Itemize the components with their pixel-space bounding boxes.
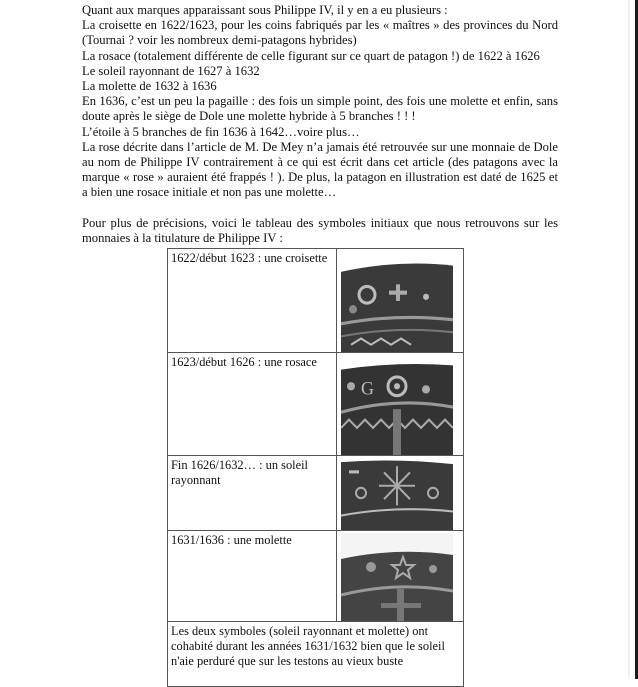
etoile-line: L’étoile à 5 branches de fin 1636 à 1642…voire plus… <box>82 124 360 139</box>
row-label: 1631/1636 : une molette <box>168 531 337 622</box>
coin-molette-photo <box>341 533 453 621</box>
coin-rosace-photo <box>341 355 453 455</box>
table-row <box>168 353 464 456</box>
table-note: Les deux symboles (soleil rayonnant et molette) ont cohabité durant les années 1631/1632 bien que le soleil n'aie perduré que sur les testons au vieux buste <box>168 622 464 687</box>
coin-soleil-photo <box>341 458 453 530</box>
symbols-table <box>167 248 464 687</box>
pagaille-paragraph: En 1636, c’est un peu la pagaille : des fois un simple point, des fois une molette et enfin, sans doute après le siège de Dole une molette hybride à 5 branches ! ! ! <box>82 94 558 124</box>
table-intro-paragraph: Pour plus de précisions, voici le tableau des symboles initiaux que nous retrouvons sur les monnaies à la titulature de Philippe IV : <box>82 215 558 245</box>
image-cell <box>337 456 464 531</box>
rosace-line: La rosace (totalement différente de celle figurant sur ce quart de patagon !) de 1622 à 1626 <box>82 48 540 63</box>
row-label: Fin 1626/1632… : un soleil rayonnant <box>168 456 337 531</box>
table-row <box>168 622 464 687</box>
table-row <box>168 456 464 531</box>
table-row <box>168 249 464 353</box>
image-cell <box>337 249 464 353</box>
row-label: 1623/début 1626 : une rosace <box>168 353 337 456</box>
svg-text:G: G <box>361 378 375 399</box>
page-edge-shade <box>628 0 630 679</box>
table-row <box>168 531 464 622</box>
coin-croisette-photo <box>341 251 453 352</box>
document-body <box>82 3 558 246</box>
molette-line: La molette de 1632 à 1636 <box>82 79 217 94</box>
intro-line: Quant aux marques apparaissant sous Philippe IV, il y en a eu plusieurs : <box>82 3 448 17</box>
rose-paragraph: La rose décrite dans l’article de M. De Mey n’a jamais été retrouvée sur une monnaie de Dole au nom de Philippe IV contrairement à ce qui est écrit dans cet article (des patagons avec la marque « rose » auraient été frappés ! ). De plus, la patagon en illustration est daté de 1625 et a bien une rosace initiale et non pas une molette… <box>82 139 558 200</box>
image-cell <box>337 531 464 622</box>
image-cell <box>337 353 464 456</box>
croisette-paragraph: La croisette en 1622/1623, pour les coins fabriqués par les « maîtres » des provinces du Nord (Tournai ? voir les nombreux demi-patagons hybrides) <box>82 18 558 48</box>
soleil-line: Le soleil rayonnant de 1627 à 1632 <box>82 63 260 78</box>
row-label: 1622/début 1623 : une croisette <box>168 249 337 353</box>
